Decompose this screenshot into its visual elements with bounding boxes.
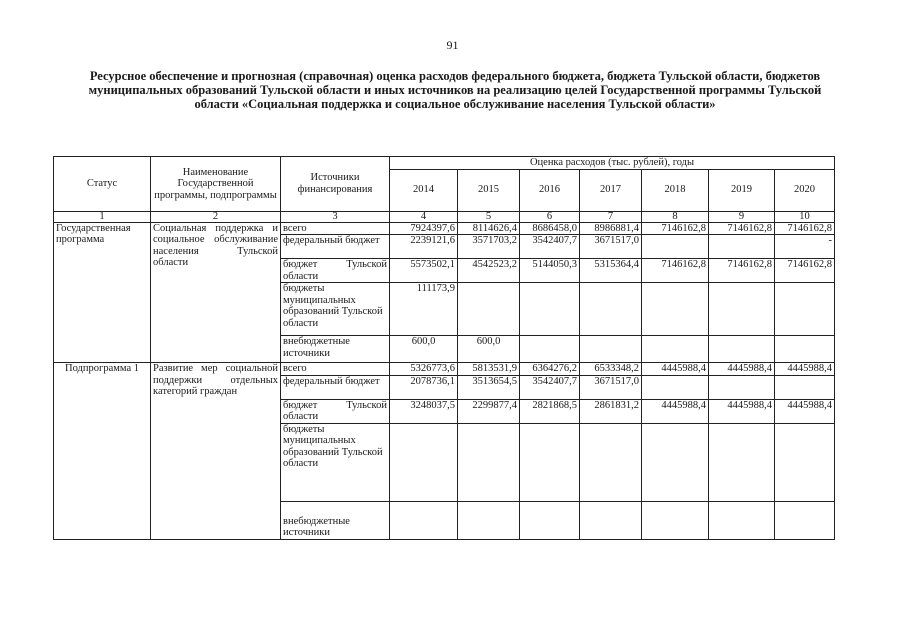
table-row	[54, 363, 835, 376]
value-cell	[775, 375, 835, 399]
value-cell: 5326773,6	[390, 363, 458, 376]
value-cell: 8114626,4	[458, 222, 520, 235]
value-cell: 3542407,7	[520, 235, 580, 259]
value-cell	[390, 423, 458, 501]
column-index: 6	[520, 211, 580, 222]
value-cell: 4445988,4	[709, 399, 775, 423]
value-cell	[580, 283, 642, 336]
program-name-cell: Развитие мер социальной поддержки отдельных категорий граждан	[151, 363, 281, 540]
value-cell	[709, 235, 775, 259]
value-cell	[642, 336, 709, 363]
value-cell: 4445988,4	[709, 363, 775, 376]
source-cell: федеральный бюджет	[281, 375, 390, 399]
value-cell: 3671517,0	[580, 375, 642, 399]
value-cell	[458, 501, 520, 539]
value-cell: 8686458,0	[520, 222, 580, 235]
source-cell: внебюджетные источники	[281, 336, 390, 363]
value-cell: 4542523,2	[458, 259, 520, 283]
value-cell: 5144050,3	[520, 259, 580, 283]
value-cell	[580, 501, 642, 539]
value-cell	[520, 501, 580, 539]
value-cell: 7146162,8	[775, 222, 835, 235]
value-cell	[642, 375, 709, 399]
column-index: 4	[390, 211, 458, 222]
value-cell: 7146162,8	[775, 259, 835, 283]
header-estimate: Оценка расходов (тыс. рублей), годы	[390, 157, 835, 170]
value-cell	[775, 501, 835, 539]
value-cell	[458, 423, 520, 501]
value-cell: 5315364,4	[580, 259, 642, 283]
source-cell: федеральный бюджет	[281, 235, 390, 259]
column-index: 7	[580, 211, 642, 222]
value-cell	[709, 375, 775, 399]
value-cell: 3571703,2	[458, 235, 520, 259]
value-cell	[580, 336, 642, 363]
value-cell: 7146162,8	[709, 259, 775, 283]
value-cell: 2861831,2	[580, 399, 642, 423]
header-year: 2015	[458, 169, 520, 211]
header-year: 2020	[775, 169, 835, 211]
value-cell: 111173,9	[390, 283, 458, 336]
value-cell: 2078736,1	[390, 375, 458, 399]
value-cell: 4445988,4	[642, 399, 709, 423]
value-cell	[642, 235, 709, 259]
header-source: Источники финансирования	[281, 157, 390, 212]
value-cell	[775, 423, 835, 501]
source-cell: бюджет Тульской области	[281, 259, 390, 283]
value-cell	[775, 283, 835, 336]
value-cell	[520, 423, 580, 501]
value-cell: 4445988,4	[642, 363, 709, 376]
value-cell: 6364276,2	[520, 363, 580, 376]
header-status: Статус	[54, 157, 151, 212]
column-index: 8	[642, 211, 709, 222]
program-name-cell: Социальная поддержка и социальное обслуживание населения Тульской области	[151, 222, 281, 363]
status-cell: Государственная программа	[54, 222, 151, 363]
header-year: 2016	[520, 169, 580, 211]
value-cell: 8986881,4	[580, 222, 642, 235]
column-index: 1	[54, 211, 151, 222]
value-cell: 2239121,6	[390, 235, 458, 259]
source-cell: всего	[281, 363, 390, 376]
header-year: 2019	[709, 169, 775, 211]
value-cell: 7146162,8	[642, 259, 709, 283]
value-cell	[520, 283, 580, 336]
value-cell	[520, 336, 580, 363]
source-cell: бюджеты муниципальных образований Тульской области	[281, 423, 390, 501]
value-cell: 6533348,2	[580, 363, 642, 376]
value-cell: 7146162,8	[709, 222, 775, 235]
budget-table	[53, 156, 835, 540]
header-year: 2017	[580, 169, 642, 211]
value-cell	[709, 283, 775, 336]
value-cell	[709, 336, 775, 363]
value-cell: 600,0	[458, 336, 520, 363]
table-row	[54, 222, 835, 235]
source-cell: бюджет Тульской области	[281, 399, 390, 423]
source-cell: бюджеты муниципальных образований Тульской области	[281, 283, 390, 336]
value-cell: -	[775, 235, 835, 259]
value-cell	[580, 423, 642, 501]
value-cell	[642, 501, 709, 539]
value-cell	[390, 501, 458, 539]
value-cell: 3671517,0	[580, 235, 642, 259]
status-cell: Подпрограмма 1	[54, 363, 151, 540]
value-cell: 3248037,5	[390, 399, 458, 423]
column-index: 5	[458, 211, 520, 222]
column-index-row	[54, 211, 835, 222]
source-cell: внебюджетные источники	[281, 501, 390, 539]
value-cell	[709, 423, 775, 501]
source-cell: всего	[281, 222, 390, 235]
column-index: 2	[151, 211, 281, 222]
document-title: Ресурсное обеспечение и прогнозная (справочная) оценка расходов федерального бюджета, бюджета Тульской области, бюджетов муниципальных образований Тульской области и иных источников на реализацию целей Государственной программы Тульской области «Социальная поддержка и социальное обслуживание населения Тульской области»	[88, 69, 822, 111]
value-cell: 2821868,5	[520, 399, 580, 423]
value-cell: 5813531,9	[458, 363, 520, 376]
value-cell: 7146162,8	[642, 222, 709, 235]
value-cell: 3513654,5	[458, 375, 520, 399]
value-cell: 2299877,4	[458, 399, 520, 423]
value-cell	[775, 336, 835, 363]
column-index: 9	[709, 211, 775, 222]
value-cell	[642, 283, 709, 336]
value-cell: 5573502,1	[390, 259, 458, 283]
value-cell: 600,0	[390, 336, 458, 363]
column-index: 10	[775, 211, 835, 222]
value-cell: 4445988,4	[775, 399, 835, 423]
value-cell	[458, 283, 520, 336]
column-index: 3	[281, 211, 390, 222]
value-cell: 7924397,6	[390, 222, 458, 235]
header-year: 2014	[390, 169, 458, 211]
header-name: Наименование Государственной программы, подпрограммы	[151, 157, 281, 212]
value-cell: 3542407,7	[520, 375, 580, 399]
page-number: 91	[446, 38, 459, 52]
header-year: 2018	[642, 169, 709, 211]
value-cell	[642, 423, 709, 501]
value-cell	[709, 501, 775, 539]
value-cell: 4445988,4	[775, 363, 835, 376]
